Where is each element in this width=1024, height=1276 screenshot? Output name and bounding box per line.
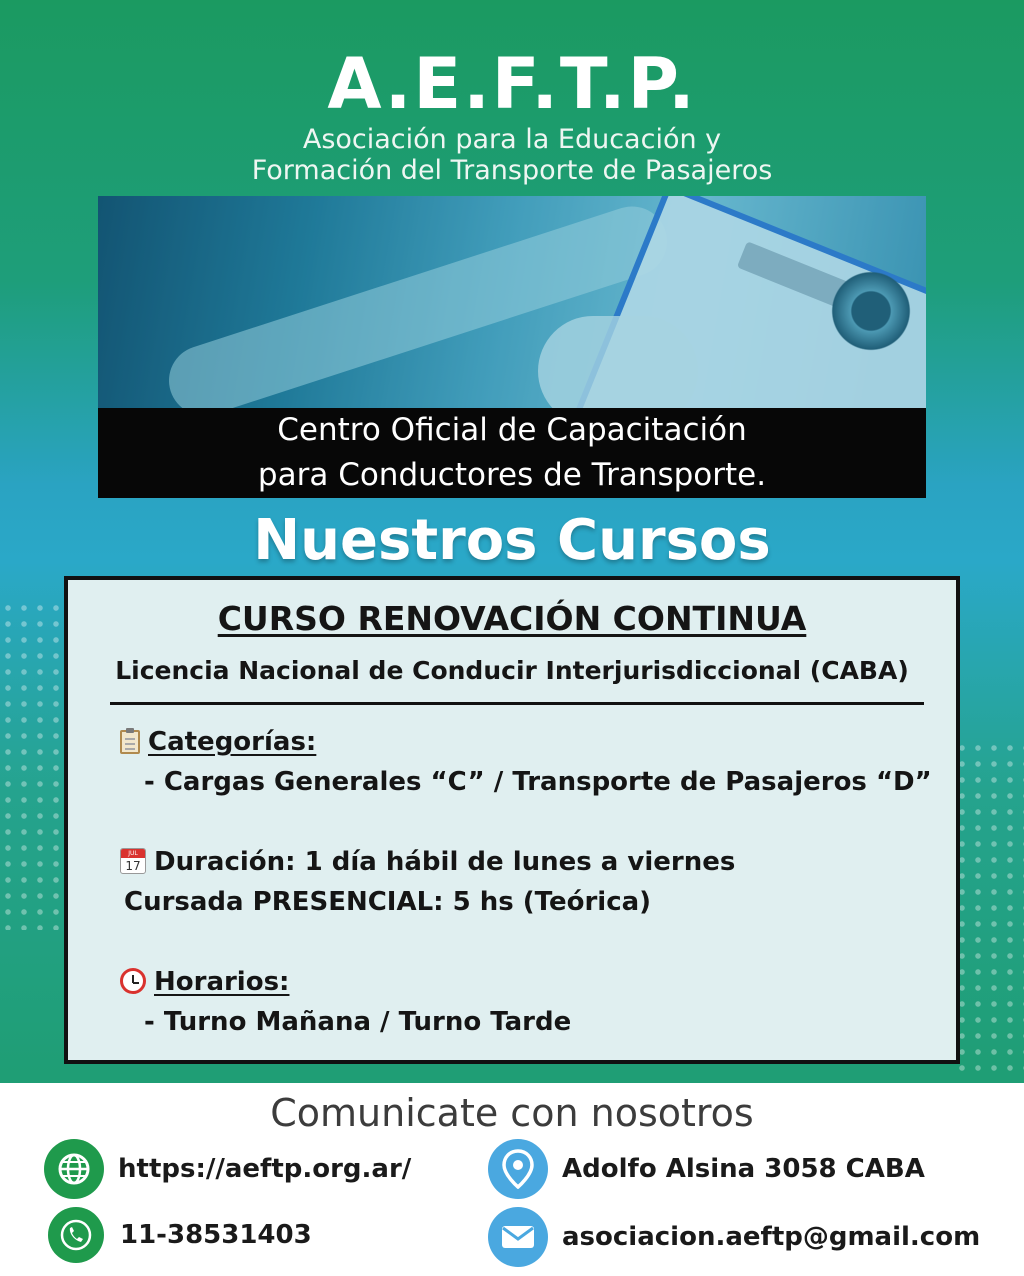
categories-value: - Cargas Generales “C” / Transporte de Pasajeros “D” [144, 767, 932, 797]
location-pin-icon [488, 1139, 548, 1199]
whatsapp-icon [48, 1207, 104, 1263]
schedule-label: Horarios: [154, 967, 290, 997]
card-divider [110, 702, 924, 705]
categories-label: Categorías: [148, 727, 317, 757]
phone-contact[interactable] [44, 1207, 312, 1263]
calendar-icon: JUL 17 [120, 848, 146, 874]
banner-line1: Centro Oficial de Capacitación [277, 412, 747, 448]
address-text: Adolfo Alsina 3058 CABA [562, 1154, 925, 1184]
brand-subtitle-line2: Formación del Transporte de Pasajeros [251, 155, 773, 186]
email-contact[interactable] [488, 1207, 980, 1267]
alarm-clock-icon [120, 968, 146, 994]
globe-icon [44, 1139, 104, 1199]
categories-row [120, 724, 316, 760]
decorative-dots-left [0, 600, 70, 930]
brand-acronym: A.E.F.T.P. [327, 43, 697, 125]
section-title: Nuestros Cursos [253, 508, 771, 573]
envelope-icon [488, 1207, 548, 1267]
duration-row [120, 844, 735, 880]
contact-title: Comunicate con nosotros [270, 1091, 754, 1135]
address-contact [488, 1139, 925, 1199]
website-link[interactable]: https://aeftp.org.ar/ [118, 1154, 412, 1184]
course-title: CURSO RENOVACIÓN CONTINUA [217, 599, 807, 638]
phone-number[interactable]: 11-38531403 [120, 1220, 312, 1250]
course-subtitle: Licencia Nacional de Conducir Interjurisdiccional (CABA) [115, 656, 909, 685]
duration-text: Duración: 1 día hábil de lunes a viernes [154, 847, 736, 877]
hero-photo [98, 196, 926, 408]
clipboard-icon [120, 730, 140, 754]
schedule-value: - Turno Mañana / Turno Tarde [144, 1007, 572, 1037]
website-contact[interactable] [44, 1139, 411, 1199]
schedule-row [120, 964, 289, 1000]
email-address[interactable]: asociacion.aeftp@gmail.com [562, 1222, 981, 1252]
center-banner [98, 408, 926, 498]
brand-header [0, 44, 1024, 186]
contact-footer [0, 1083, 1024, 1276]
brand-subtitle-line1: Asociación para la Educación y [302, 124, 722, 155]
decorative-dots-right [954, 740, 1024, 1080]
banner-line2: para Conductores de Transporte. [257, 457, 767, 493]
modality-text: Cursada PRESENCIAL: 5 hs (Teórica) [124, 887, 652, 917]
course-card [64, 576, 960, 1064]
